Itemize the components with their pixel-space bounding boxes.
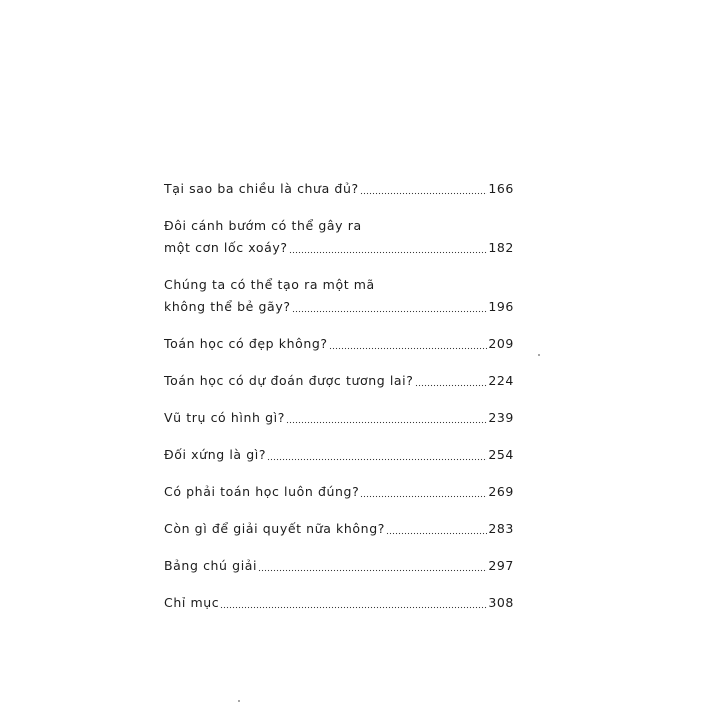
toc-entry-title: Còn gì để giải quyết nữa không?: [164, 521, 385, 536]
dot-leader: [258, 565, 487, 575]
toc-entry-title: Bảng chú giải: [164, 558, 258, 573]
dot-leader: [360, 188, 488, 198]
dot-leader: [286, 417, 487, 427]
toc-entry: [164, 215, 514, 259]
toc-entry-title: Toán học có dự đoán được tương lai?: [164, 373, 414, 388]
toc-page-number: 196: [488, 299, 514, 314]
toc-page-number: 254: [488, 447, 514, 462]
toc-entry: [164, 407, 514, 429]
toc-line: [164, 555, 514, 577]
toc-page-number: 283: [488, 521, 514, 536]
toc-line: [164, 444, 514, 466]
toc-line: [164, 215, 514, 237]
toc-line: [164, 237, 514, 259]
toc-line: [164, 481, 514, 503]
toc-entry: [164, 333, 514, 355]
toc-entry-title-continued: một cơn lốc xoáy?: [164, 240, 288, 255]
toc-line: [164, 296, 514, 318]
dot-leader: [267, 454, 487, 464]
toc-entry-title: Đôi cánh bướm có thể gây ra: [164, 218, 362, 233]
toc-entry-title-continued: không thể bẻ gãy?: [164, 299, 291, 314]
toc-line: [164, 407, 514, 429]
toc-entry: [164, 481, 514, 503]
toc-line: [164, 178, 514, 200]
toc-page-number: 224: [488, 373, 514, 388]
dot-leader: [360, 491, 487, 501]
toc-entry-title: Tại sao ba chiều là chưa đủ?: [164, 181, 359, 196]
paper-speck: [238, 700, 240, 702]
dot-leader: [289, 247, 488, 257]
toc-entry: [164, 444, 514, 466]
toc-page-number: 239: [488, 410, 514, 425]
toc-line: [164, 518, 514, 540]
dot-leader: [386, 528, 487, 538]
toc-page-number: 209: [488, 336, 514, 351]
toc-line: [164, 592, 514, 614]
dot-leader: [415, 380, 488, 390]
toc-line: [164, 370, 514, 392]
toc-page-number: 166: [488, 181, 514, 196]
toc-entry-title: Chỉ mục: [164, 595, 220, 610]
toc-entry-title: Đối xứng là gì?: [164, 447, 267, 462]
toc-page-number: 308: [488, 595, 514, 610]
toc-entry: [164, 592, 514, 614]
dot-leader: [292, 306, 488, 316]
toc-entry: [164, 274, 514, 318]
toc-entry: [164, 555, 514, 577]
toc-page-number: 182: [488, 240, 514, 255]
dot-leader: [329, 343, 488, 353]
toc-entry: [164, 178, 514, 200]
dot-leader: [220, 602, 487, 612]
toc-entry-title: Có phải toán học luôn đúng?: [164, 484, 360, 499]
toc-page-number: 297: [488, 558, 514, 573]
toc-entry: [164, 370, 514, 392]
toc-entry: [164, 518, 514, 540]
toc-line: [164, 274, 514, 296]
toc-page-number: 269: [488, 484, 514, 499]
toc-entry-title: Vũ trụ có hình gì?: [164, 410, 285, 425]
paper-speck: [538, 354, 540, 356]
table-of-contents: [164, 178, 514, 629]
toc-line: [164, 333, 514, 355]
toc-entry-title: Chúng ta có thể tạo ra một mã: [164, 277, 375, 292]
toc-entry-title: Toán học có đẹp không?: [164, 336, 328, 351]
